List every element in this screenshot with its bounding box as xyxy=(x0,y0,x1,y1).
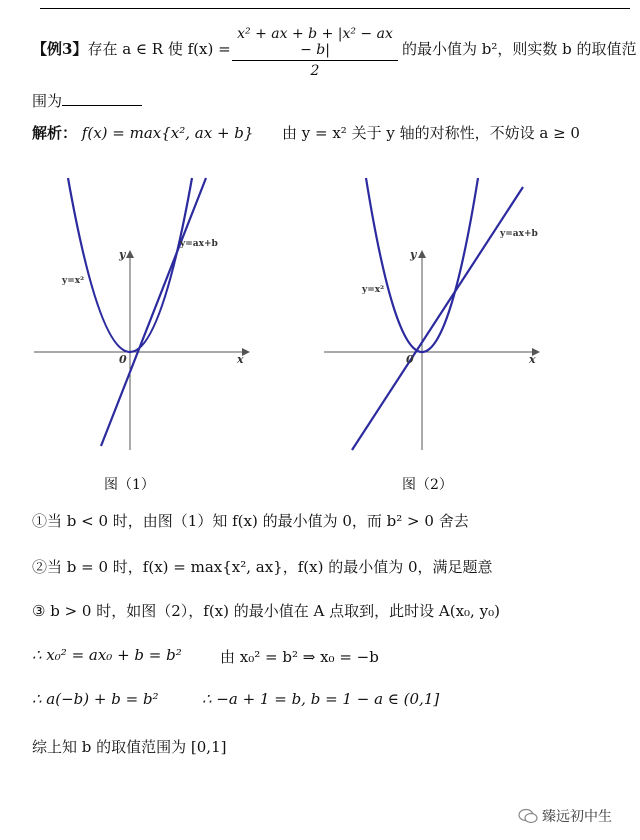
symmetry-note: 由 y = x² 关于 y 轴的对称性，不妨设 a ≥ 0 xyxy=(282,124,580,142)
step-4: ∴ x₀² = ax₀ + b = b² xyxy=(32,646,182,664)
step-5: 由 x₀² = b² ⇒ x₀ = −b xyxy=(220,648,379,666)
step-7: ∴ −a + 1 = b, b = 1 − a ∈ (0,1] xyxy=(202,690,440,708)
graph-1 xyxy=(30,170,270,455)
y-axis-arrow xyxy=(126,250,134,258)
answer-blank xyxy=(62,91,142,106)
analysis-line xyxy=(32,122,253,143)
graph-2 xyxy=(320,170,560,455)
line-ax-plus-b xyxy=(101,178,206,446)
step-3: ③ b > 0 时，如图（2），f(x) 的最小值在 A 点取到，此时设 A(x₀, y₀) xyxy=(32,602,500,620)
line-label: y=ax+b xyxy=(180,239,218,249)
origin-label: 0 xyxy=(406,353,414,366)
problem-text-b: 的最小值为 b²，则实数 b 的取值范 xyxy=(402,40,637,58)
y-axis-label: y xyxy=(410,248,417,261)
fraction-denominator: 2 xyxy=(310,63,320,79)
problem-line-2 xyxy=(32,90,142,111)
wechat-icon xyxy=(518,808,538,824)
origin-label: 0 xyxy=(119,353,127,366)
y-axis-label: y xyxy=(119,248,126,261)
line-ax-plus-b xyxy=(352,187,523,450)
watermark-text: 臻远初中生 xyxy=(542,809,612,825)
x-axis-label: x xyxy=(529,353,536,366)
curve-label: y=x² xyxy=(362,285,385,295)
problem-text-c: 围为 xyxy=(32,92,63,110)
example-label: 【例3】 xyxy=(32,40,88,58)
analysis-label: 解析： xyxy=(32,124,78,142)
top-rule xyxy=(40,8,630,9)
x-axis-label: x xyxy=(237,353,244,366)
line-label: y=ax+b xyxy=(500,229,538,239)
step-2: ②当 b = 0 时，f(x) = max{x², ax}，f(x) 的最小值为 0，满足题意 xyxy=(32,558,493,576)
problem-line-1 xyxy=(32,38,231,59)
step-6: ∴ a(−b) + b = b² xyxy=(32,690,159,708)
conclusion: 综上知 b 的取值范围为 [0,1] xyxy=(32,738,227,756)
graph-2-caption: 图（2） xyxy=(402,477,453,493)
problem-text-a: 存在 a ∈ R 使 f(x) = xyxy=(87,40,231,58)
graph-1-caption: 图（1） xyxy=(104,477,155,493)
step-1: ①当 b < 0 时，由图（1）知 f(x) 的最小值为 0，而 b² > 0 舍去 xyxy=(32,512,469,530)
analysis-formula: f(x) = max{x², ax + b} xyxy=(81,124,254,142)
fraction xyxy=(232,26,398,79)
watermark xyxy=(518,806,612,826)
fraction-numerator: x² + ax + b + |x² − ax − b| xyxy=(232,26,398,61)
y-axis-arrow xyxy=(418,250,426,258)
curve-label: y=x² xyxy=(62,276,85,286)
